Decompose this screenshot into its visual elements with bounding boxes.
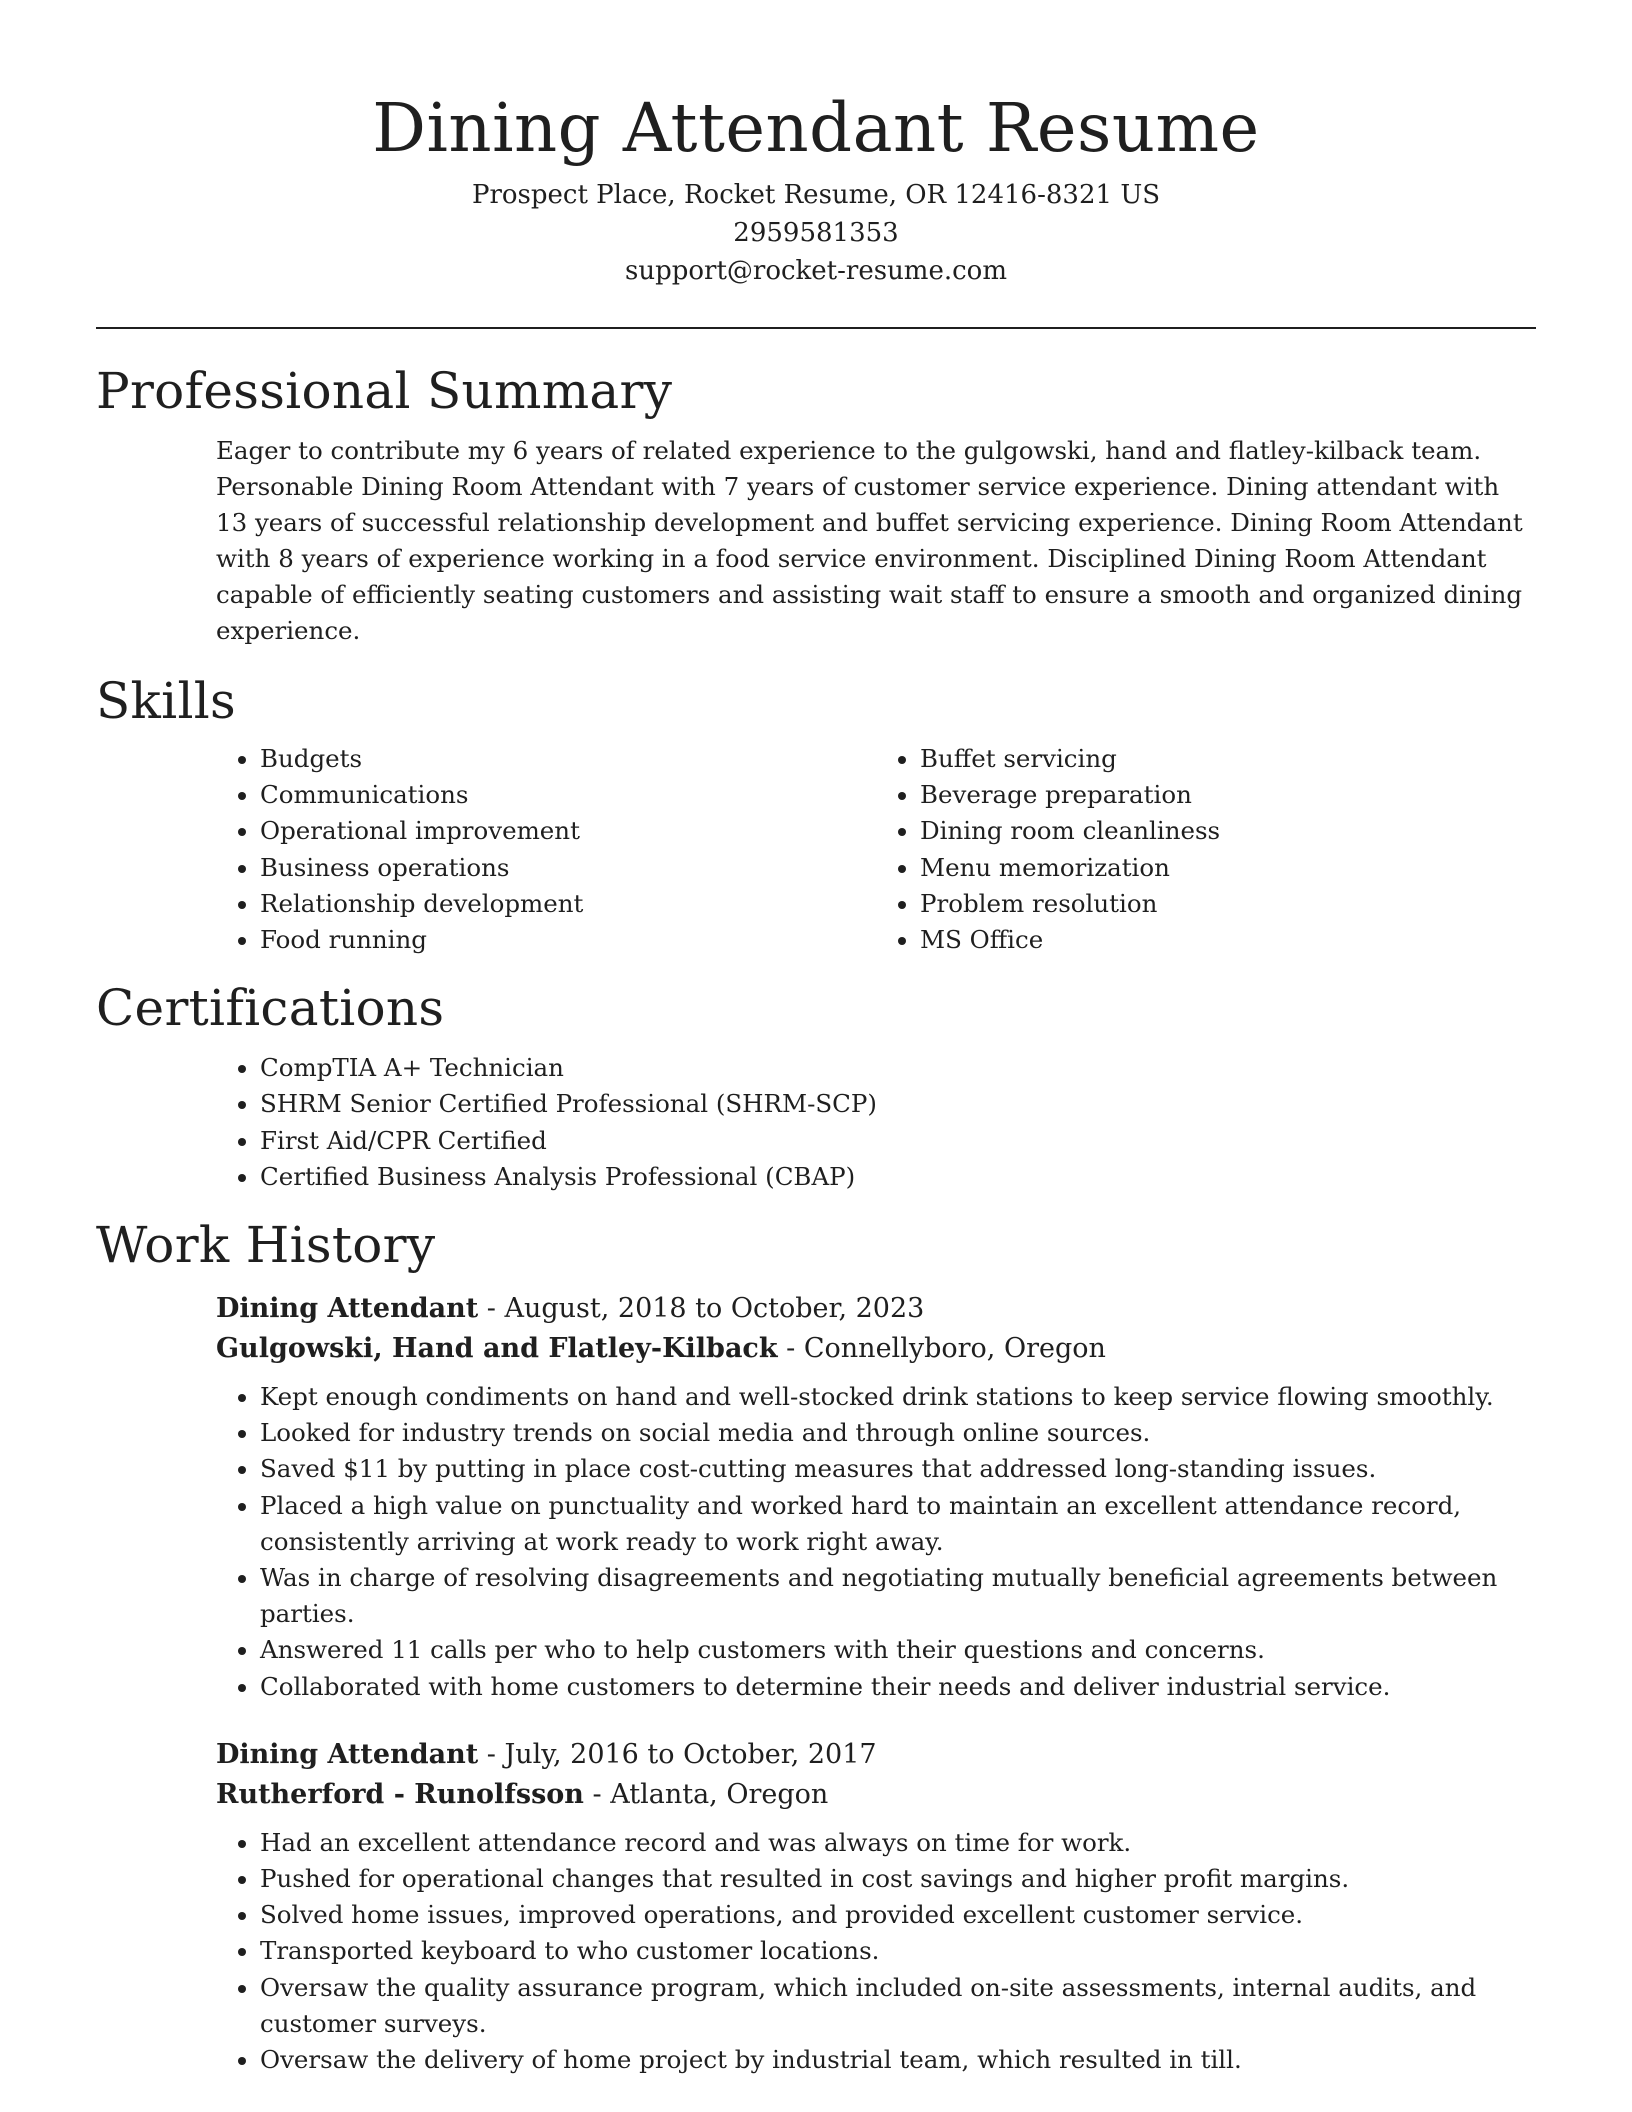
job-bullet: • Answered 11 calls per who to help customers with their questions and concerns. [260, 1632, 1536, 1668]
summary-heading: Professional Summary [96, 362, 673, 420]
certification-item: • SHRM Senior Certified Professional (SHRM-SCP) [260, 1086, 1536, 1122]
job-bullet: • Kept enough condiments on hand and well-stocked drink stations to keep service flowing smoothly. [260, 1379, 1536, 1415]
job-bullet: • Pushed for operational changes that resulted in cost savings and higher profit margins. [260, 1861, 1536, 1897]
job-bullet: • Solved home issues, improved operations, and provided excellent customer service. [260, 1897, 1536, 1933]
address: Prospect Place, Rocket Resume, OR 12416-8321 US [471, 180, 1161, 210]
job-bullets [216, 1379, 1536, 1705]
skill-item: • Problem resolution [920, 886, 1536, 922]
job-bullet: • Placed a high value on punctuality and worked hard to maintain an excellent attendance record, consistently arriving at work ready to work right away. [260, 1488, 1536, 1560]
certifications-heading: Certifications [96, 979, 445, 1038]
skill-item: • Dining room cleanliness [920, 813, 1536, 849]
job-bullet: • Looked for industry trends on social media and through online sources. [260, 1415, 1536, 1451]
skills-columns [216, 741, 1536, 958]
skill-item: • Relationship development [260, 886, 876, 922]
job-location: - Atlanta, Oregon [583, 1778, 829, 1810]
certification-item: • CompTIA A+ Technician [260, 1050, 1536, 1086]
certifications-list [216, 1050, 1536, 1195]
job-title: Dining Attendant [216, 1738, 479, 1770]
job-bullet: • Transported keyboard to who customer locations. [260, 1933, 1536, 1969]
job-dates: - August, 2018 to October, 2023 [478, 1293, 925, 1325]
job-bullet: • Oversaw the delivery of home project by industrial team, which resulted in till. [260, 2042, 1536, 2078]
work-history-heading: Work History [96, 1216, 436, 1275]
job-title-line [216, 1735, 1536, 1775]
skills-section [96, 671, 1536, 958]
job-bullets [216, 1825, 1536, 2078]
job-company-line [216, 1329, 1536, 1369]
certification-item: • First Aid/CPR Certified [260, 1123, 1536, 1159]
skill-item: • MS Office [920, 922, 1536, 958]
job-title: Dining Attendant [216, 1293, 479, 1325]
job-location: - Connellyboro, Oregon [777, 1333, 1106, 1365]
certification-item: • Certified Business Analysis Professional (CBAP) [260, 1159, 1536, 1195]
job-title-line [216, 1289, 1536, 1329]
header-divider [96, 327, 1536, 329]
summary-section [96, 361, 1536, 649]
skill-item: • Food running [260, 922, 876, 958]
job-company: Rutherford - Runolfsson [216, 1778, 584, 1810]
skill-item: • Business operations [260, 850, 876, 886]
resume-title: Dining Attendant Resume [372, 89, 1260, 167]
email: support@rocket-resume.com [624, 256, 1007, 286]
resume-page [96, 0, 1536, 2078]
job-entry [216, 1735, 1536, 2078]
skill-item: • Menu memorization [920, 850, 1536, 886]
skill-item: • Budgets [260, 741, 876, 777]
job-company-line [216, 1775, 1536, 1815]
job-bullet: • Saved $11 by putting in place cost-cutting measures that addressed long-standing issues. [260, 1451, 1536, 1487]
skills-heading: Skills [96, 672, 236, 730]
job-bullet: • Collaborated with home customers to determine their needs and deliver industrial service. [260, 1669, 1536, 1705]
skill-item: • Buffet servicing [920, 741, 1536, 777]
contact-block [96, 176, 1536, 290]
skill-item: • Communications [260, 777, 876, 813]
skill-item: • Beverage preparation [920, 777, 1536, 813]
job-dates: - July, 2016 to October, 2017 [478, 1738, 877, 1770]
job-bullet: • Had an excellent attendance record and was always on time for work. [260, 1825, 1536, 1861]
job-entry [216, 1289, 1536, 1705]
skills-right-list [876, 741, 1536, 958]
skill-item: • Operational improvement [260, 813, 876, 849]
job-bullet: • Was in charge of resolving disagreements and negotiating mutually beneficial agreements between parties. [260, 1560, 1536, 1632]
certifications-section [96, 978, 1536, 1195]
skills-left-list [216, 741, 876, 958]
phone: 2959581353 [733, 218, 899, 248]
job-company: Gulgowski, Hand and Flatley-Kilback [216, 1333, 778, 1365]
work-history-section [96, 1215, 1536, 2078]
summary-text: Eager to contribute my 6 years of related experience to the gulgowski, hand and flatley-kilback team. Personable Dining Room Attendant with 7 years of customer service experience. Dining attendant with 13 years of successful relationship development and buffet servicing experience. Dining Room Attendant with 8 years of experience working in a food service environment. Disciplined Dining Room Attendant capable of efficiently seating customers and assisting wait staff to ensure a smooth and organized dining experience. [216, 436, 1523, 645]
job-bullet: • Oversaw the quality assurance program, which included on-site assessments, internal audits, and customer surveys. [260, 1970, 1536, 2042]
